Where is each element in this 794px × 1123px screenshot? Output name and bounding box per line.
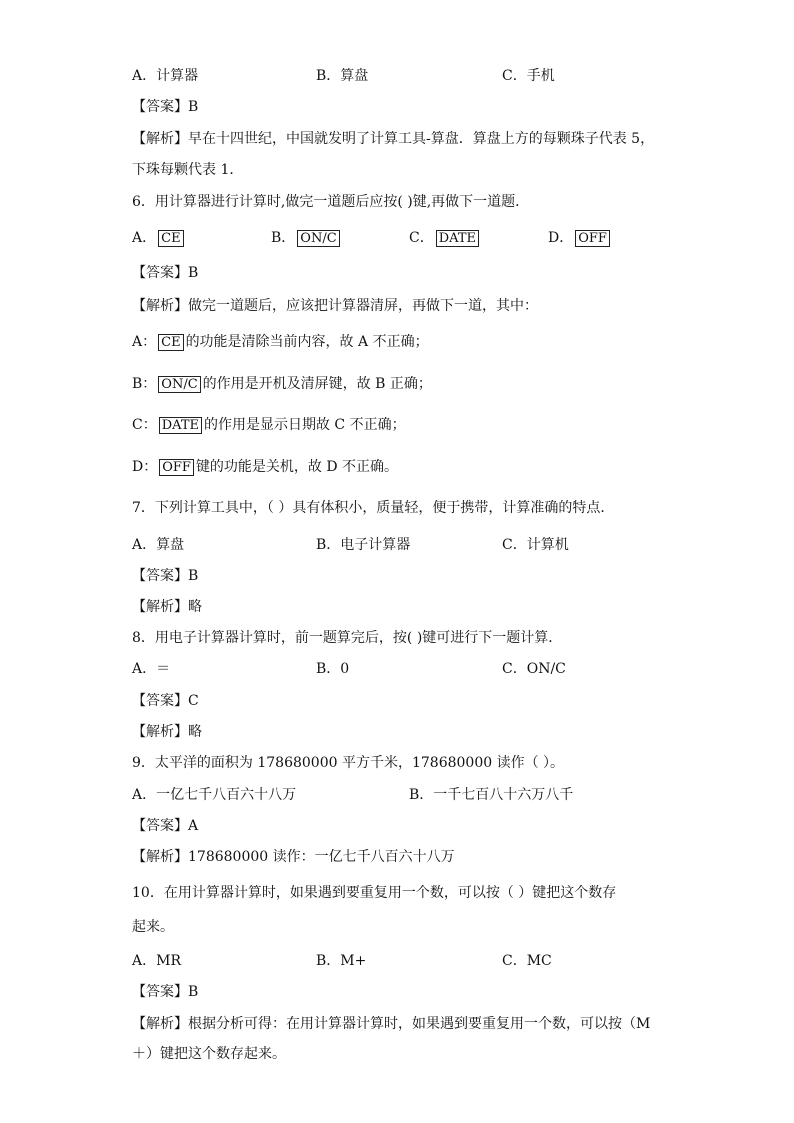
q10-analysis-line2: ＋）键把这个数存起来。 (132, 1046, 286, 1062)
q6-question: 6．用计算器进行计算时,做完一道题后应按( )键,再做下一道题． (132, 194, 530, 210)
q8-option-a: A．＝ (132, 661, 171, 677)
q7-question: 7．下列计算工具中，（ ）具有体积小，质量轻，便于携带，计算准确的特点． (132, 500, 615, 516)
q7-option-a: A．算盘 (132, 537, 185, 553)
q9-answer: 【答案】A (132, 818, 199, 834)
explain-prefix: B： (132, 376, 157, 392)
q9-option-a: A．一亿七千八百六十八万 (132, 787, 297, 803)
q7-answer: 【答案】B (132, 568, 199, 584)
key-ce: CE (158, 230, 183, 247)
q6-explain-d (132, 458, 398, 476)
q5-option-b: B．算盘 (316, 68, 369, 84)
q6-answer: 【答案】B (132, 265, 199, 281)
key-date: DATE (159, 417, 202, 434)
q10-question-line2: 起来。 (132, 919, 174, 935)
key-ce: CE (158, 334, 183, 351)
q8-analysis: 【解析】略 (132, 724, 202, 740)
q10-option-a: A．MR (132, 953, 181, 969)
q9-analysis: 【解析】178680000 读作：一亿七千八百六十八万 (132, 849, 455, 865)
q8-answer: 【答案】C (132, 693, 199, 709)
explain-prefix: A： (132, 334, 157, 350)
q5-analysis-line1: 【解析】早在十四世纪，中国就发明了计算工具-算盘．算盘上方的每颗珠子代表 5， (132, 131, 655, 147)
explain-text: 的作用是开机及清屏键，故 B 正确； (202, 376, 432, 392)
q9-question: 9．太平洋的面积为 178680000 平方千米，178680000 读作（ ）。 (132, 755, 565, 771)
q7-analysis: 【解析】略 (132, 599, 202, 615)
q5-option-a: A．计算器 (132, 68, 199, 84)
option-letter: D． (548, 230, 574, 246)
option-letter: C． (409, 230, 434, 246)
explain-text: 的功能是清除当前内容，故 A 不正确； (185, 334, 429, 350)
q10-option-b: B．M+ (316, 953, 367, 969)
key-onc: ON/C (158, 376, 200, 393)
q10-answer: 【答案】B (132, 984, 199, 1000)
q6-option-a (132, 229, 186, 247)
q6-option-b (271, 229, 342, 247)
q6-option-d (548, 229, 612, 247)
q7-option-c: C．计算机 (502, 537, 569, 553)
q5-option-c: C．手机 (502, 68, 555, 84)
key-date: DATE (436, 230, 479, 247)
option-letter: B． (271, 230, 296, 246)
q9-option-b: B．一千七百八十六万八千 (409, 787, 574, 803)
explain-text: 的作用是显示日期故 C 不正确； (203, 417, 406, 433)
q7-option-b: B．电子计算器 (316, 537, 411, 553)
key-off: OFF (575, 230, 610, 247)
explain-prefix: C： (132, 417, 157, 433)
q6-explain-b (132, 375, 432, 393)
q6-explain-c (132, 416, 406, 434)
q10-question-line1: 10．在用计算器计算时，如果遇到要重复用一个数，可以按（ ）键把这个数存 (132, 885, 617, 901)
explain-prefix: D： (132, 459, 158, 475)
key-off: OFF (159, 459, 194, 476)
q5-answer: 【答案】B (132, 99, 199, 115)
q6-analysis: 【解析】做完一道题后，应该把计算器清屏，再做下一道，其中： (132, 298, 538, 314)
q5-analysis-line2: 下珠每颗代表 1． (132, 162, 244, 178)
key-onc: ON/C (297, 230, 339, 247)
q10-analysis-line1: 【解析】根据分析可得：在用计算器计算时，如果遇到要重复用一个数，可以按（M (132, 1016, 651, 1032)
q10-option-c: C．MC (502, 953, 552, 969)
q8-question: 8．用电子计算器计算时，前一题算完后，按( )键可进行下一题计算． (132, 630, 563, 646)
q8-option-c: C．ON/C (502, 661, 566, 677)
explain-text: 键的功能是关机，故 D 不正确。 (195, 459, 399, 475)
q6-option-c (409, 229, 481, 247)
q6-explain-a (132, 333, 429, 351)
option-letter: A． (132, 230, 157, 246)
q8-option-b: B．0 (316, 661, 350, 677)
